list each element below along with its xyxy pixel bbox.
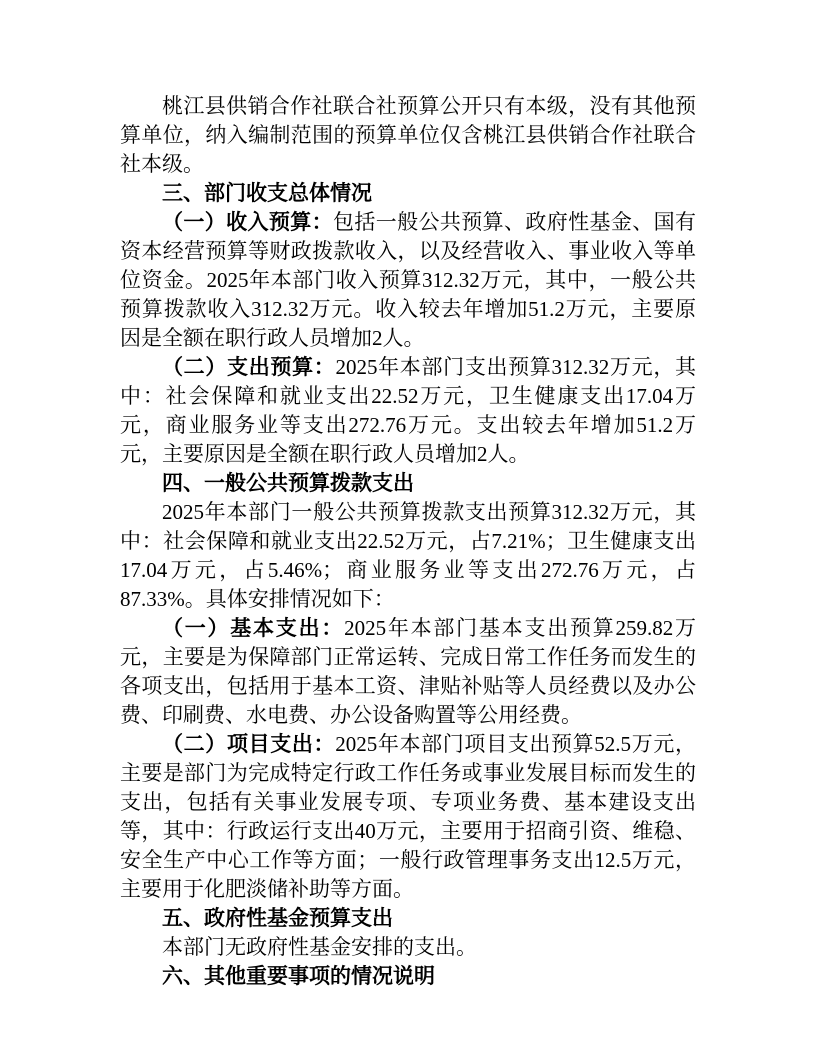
body-paragraph <box>120 353 696 469</box>
body-paragraph <box>120 730 696 904</box>
paragraph-text: 三、部门收支总体情况 <box>162 182 372 205</box>
paragraph-text: 桃江县供销合作社联合社预算公开只有本级，没有其他预算单位，纳入编制范围的预算单位仅含桃江县供销合作社联合社本级。 <box>120 94 696 176</box>
paragraph-text: 六、其他重要事项的情况说明 <box>162 965 435 988</box>
body-paragraph <box>120 498 696 614</box>
section-heading <box>120 962 696 991</box>
paragraph-text: 2025年本部门基本支出预算259.82万元，主要是为保障部门正常运转、完成日常工作任务而发生的各项支出，包括用于基本工资、津贴补贴等人员经费以及办公费、印刷费、水电费、办公设备购置等公用经费。 <box>120 616 697 727</box>
paragraph-text: 2025年本部门一般公共预算拨款支出预算312.32万元，其中：社会保障和就业支出22.52万元，占7.21%；卫生健康支出17.04万元，占5.46%；商业服务业等支出272.76万元，占87.33%。具体安排情况如下： <box>120 500 696 611</box>
section-heading <box>120 179 696 208</box>
paragraph-text: 四、一般公共预算拨款支出 <box>162 472 414 495</box>
body-paragraph <box>120 208 696 353</box>
paragraph-lead: （一）收入预算： <box>162 211 333 234</box>
body-paragraph <box>120 92 696 179</box>
body-paragraph <box>120 614 696 730</box>
paragraph-lead: （二）支出预算： <box>162 356 336 379</box>
section-heading <box>120 469 696 498</box>
paragraph-text: 五、政府性基金预算支出 <box>162 907 393 930</box>
document-body <box>120 92 696 991</box>
paragraph-lead: （二）项目支出： <box>162 733 336 756</box>
body-paragraph <box>120 933 696 962</box>
paragraph-text: 本部门无政府性基金安排的支出。 <box>162 935 477 959</box>
paragraph-text: 包括一般公共预算、政府性基金、国有资本经营预算等财政拨款收入，以及经营收入、事业收入等单位资金。2025年本部门收入预算312.32万元，其中，一般公共预算拨款收入312.32万元。收入较去年增加51.2万元，主要原因是全额在职行政人员增加2人。 <box>120 210 696 350</box>
paragraph-text: 2025年本部门支出预算312.32万元，其中：社会保障和就业支出22.52万元，卫生健康支出17.04万元，商业服务业等支出272.76万元。支出较去年增加51.2万元，主要原因是全额在职行政人员增加2人。 <box>120 355 697 466</box>
section-heading <box>120 904 696 933</box>
paragraph-lead: （一）基本支出： <box>162 617 345 640</box>
paragraph-text: 2025年本部门项目支出预算52.5万元，主要是部门为完成特定行政工作任务或事业发展目标而发生的支出，包括有关事业发展专项、专项业务费、基本建设支出等，其中：行政运行支出40万元，主要用于招商引资、维稳、安全生产中心工作等方面；一般行政管理事务支出12.5万元，主要用于化肥淡储补助等方面。 <box>120 732 697 901</box>
